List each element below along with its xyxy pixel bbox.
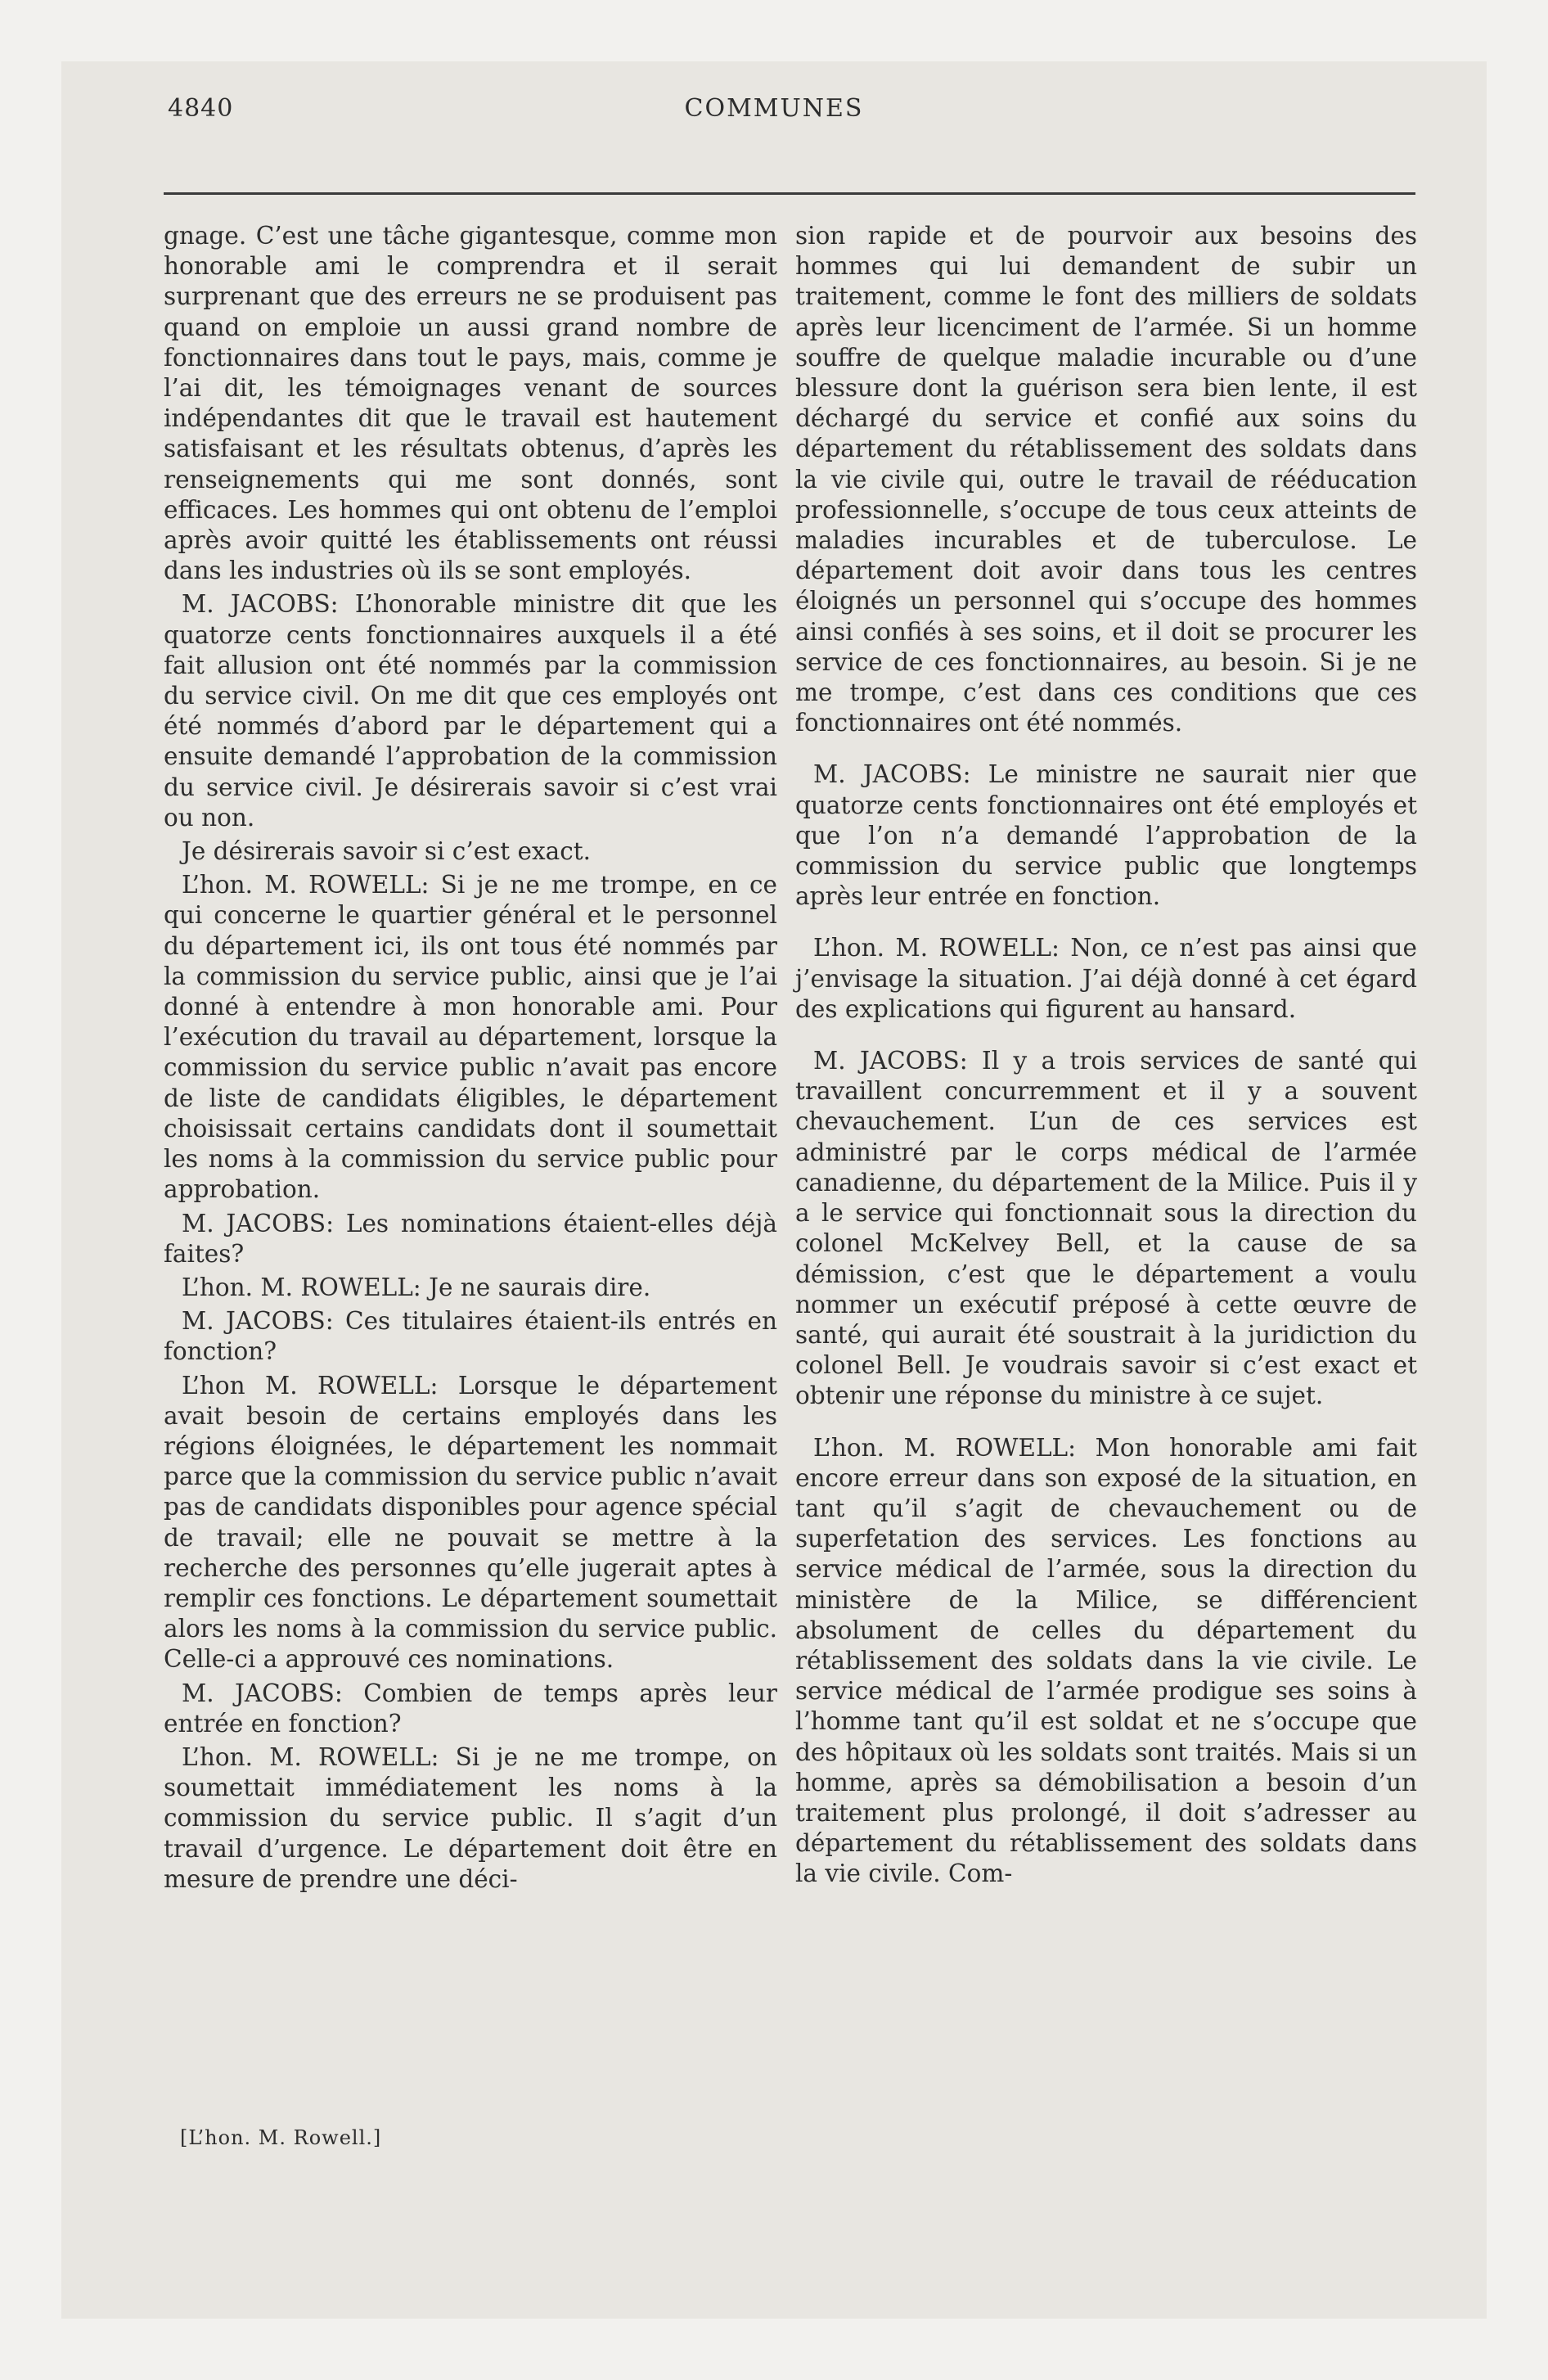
page-title: COMMUNES	[684, 94, 864, 123]
paragraph: gnage. C’est une tâche gigantesque, comme mon honorable ami le comprendra et il serait surprenant que des erreurs ne se produisent pas quand on emploie un aussi grand nombre de fonctionnaires dans tout le pays, mais, comme je l’ai dit, les témoignages venant de sources indépendantes dit que le travail est hautement satisfaisant et les résultats obtenus, d’après les renseignements qui me sont donnés, sont efficaces. Les hommes qui ont obtenu de l’emploi après avoir quitté les établissements ont réussi dans les industries où ils se sont employés.	[164, 222, 777, 585]
paragraph: L’hon. M. ROWELL: Je ne saurais dire.	[182, 1273, 651, 1301]
page-header	[102, 78, 1446, 123]
paragraph: Je désirerais savoir si c’est exact.	[182, 837, 591, 866]
header-rule	[164, 192, 1415, 195]
paragraph: L’hon. M. ROWELL: Si je ne me trompe, on soumettait immédiatement les noms à la commission du service public. Il s’agit d’un travail d’urgence. Le département doit être en mesure de prendre une déci-	[164, 1742, 777, 1893]
paragraph: M. JACOBS: Combien de temps après leur entrée en fonction?	[164, 1679, 777, 1738]
paragraph: L’hon M. ROWELL: Lorsque le département avait besoin de certains employés dans les régions éloignées, le département les nommait parce que la commission du service public n’avait pas de candidats disponibles pour agence spécial de travail; elle ne pouvait se mettre à la recherche des personnes qu’elle jugerait aptes à remplir ces fonctions. Le département soumettait alors les noms à la commission du service public. Celle-ci a approuvé ces nominations.	[164, 1371, 777, 1674]
paragraph: L’hon. M. ROWELL: Non, ce n’est pas ainsi que j’envisage la situation. J’ai déjà donné à cet égard des explications qui figurent au hansard.	[795, 934, 1417, 1023]
right-column	[795, 221, 1417, 1893]
footnote-speaker: [L’hon. M. Rowell.]	[180, 2126, 382, 2149]
paragraph: M. JACOBS: Le ministre ne saurait nier que quatorze cents fonctionnaires ont été employés et que l’on n’a demandé l’approbation de la commission du service public que longtemps après leur entrée en fonction.	[795, 760, 1417, 911]
paragraph: M. JACOBS: Ces titulaires étaient-ils entrés en fonction?	[164, 1307, 777, 1366]
left-column	[164, 221, 777, 1898]
paragraph: sion rapide et de pourvoir aux besoins des hommes qui lui demandent de subir un traitement, comme le font des milliers de soldats après leur licenciment de l’armée. Si un homme souffre de quelque maladie incurable ou d’une blessure dont la guérison sera bien lente, il est déchargé du service et confié aux soins du département du rétablissement des soldats dans la vie civile qui, outre le travail de rééducation professionnelle, s’occupe de tous ceux atteints de maladies incurables et de tuberculose. Le département doit avoir dans tous les centres éloignés un personnel qui s’occupe des hommes ainsi confiés à ses soins, et il doit se procurer les service de ces fonctionnaires, au besoin. Si je ne me trompe, c’est dans ces conditions que ces fonctionnaires ont été nommés.	[795, 222, 1417, 737]
page-number: 4840	[168, 94, 234, 123]
paragraph: L’hon. M. ROWELL: Si je ne me trompe, en ce qui concerne le quartier général et le personnel du département ici, ils ont tous été nommés par la commission du service public, ainsi que je l’ai donné à entendre à mon honorable ami. Pour l’exécution du travail au département, lorsque la commission du service public n’avait pas encore de liste de candidats éligibles, le département choisissait certains candidats dont il soumettait les noms à la commission du service public pour approbation.	[164, 871, 777, 1204]
paragraph: M. JACOBS: Les nominations étaient-elles déjà faites?	[164, 1209, 777, 1268]
paragraph: L’hon. M. ROWELL: Mon honorable ami fait encore erreur dans son exposé de la situation, en tant qu’il s’agit de chevauchement ou de superfetation des services. Les fonctions au service médical de l’armée, sous la direction du ministère de la Milice, se différencient absolument de celles du département du rétablissement des soldats dans la vie civile. Le service médical de l’armée prodigue ses soins à l’homme tant qu’il est soldat et ne s’occupe que des hôpitaux où les soldats sont traités. Mais si un homme, après sa démobilisation a besoin d’un traitement plus prolongé, il doit s’adresser au département du rétablissement des soldats dans la vie civile. Com-	[795, 1433, 1417, 1888]
paragraph: M. JACOBS: L’honorable ministre dit que les quatorze cents fonctionnaires auxquels il a été fait allusion ont été nommés par la commission du service civil. On me dit que ces employés ont été nommés d’abord par le département qui a ensuite demandé l’approbation de la commission du service civil. Je désirerais savoir si c’est vrai ou non.	[164, 590, 777, 832]
paragraph: M. JACOBS: Il y a trois services de santé qui travaillent concurremment et il y a souvent chevauchement. L’un de ces services est administré par le corps médical de l’armée canadienne, du département de la Milice. Puis il y a le service qui fonctionnait sous la direction du colonel McKelvey Bell, et la cause de sa démission, c’est que le département a voulu nommer un exécutif préposé à cette œuvre de santé, qui aurait été soustrait à la juridiction du colonel Bell. Je voudrais savoir si c’est exact et obtenir une réponse du ministre à ce sujet.	[795, 1047, 1417, 1410]
